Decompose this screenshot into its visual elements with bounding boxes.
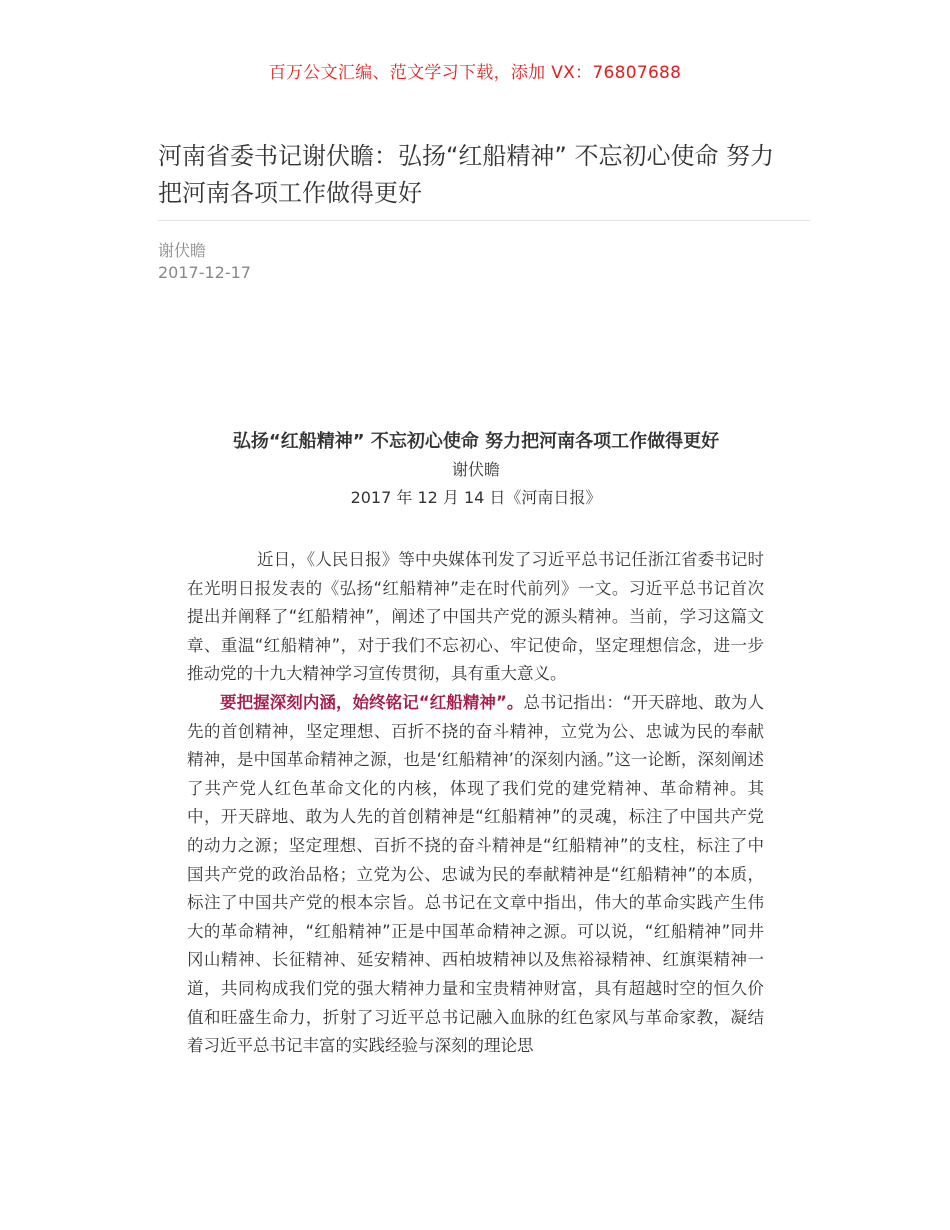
header-divider — [158, 220, 810, 221]
post-date: 2017-12-17 — [158, 263, 251, 282]
page-title: 河南省委书记谢伏瞻：弘扬“红船精神” 不忘初心使命 努力把河南各项工作做得更好 — [158, 142, 775, 207]
article-header — [187, 428, 765, 512]
article-body — [187, 546, 764, 1061]
section-lead: 要把握深刻内涵，始终铭记“红船精神”。 — [220, 692, 524, 712]
article-source: 2017 年 12 月 14 日《河南日报》 — [350, 488, 602, 507]
paragraph-section-1 — [187, 689, 764, 1061]
paragraph-intro: 近日，《人民日报》等中央媒体刊发了习近平总书记任浙江省委书记时在光明日报发表的《弘扬“红船精神”走在时代前列》一文。习近平总书记首次提出并阐释了“红船精神”，阐述了中国共产党的源头精神。当前，学习这篇文章、重温“红船精神”，对于我们不忘初心、牢记使命，坚定理想信念，进一步推动党的十九大精神学习宣传贯彻，具有重大意义。 — [187, 550, 764, 684]
post-author: 谢伏瞻 — [158, 241, 207, 260]
promo-banner: 百万公文汇编、范文学习下载，添加 VX：76807688 — [268, 63, 682, 83]
article-author: 谢伏瞻 — [451, 460, 500, 479]
section-body: 总书记指出：“开天辟地、敢为人先的首创精神，坚定理想、百折不挠的奋斗精神，立党为公、忠诚为民的奉献精神，是中国革命精神之源，也是‘红船精神’的深刻内涵。”这一论断，深刻阐述了共产党人红色革命文化的内核，体现了我们党的建党精神、革命精神。其中，开天辟地、敢为人先的首创精神是“红船精神”的灵魂，标注了中国共产党的动力之源；坚定理想、百折不挠的奋斗精神是“红船精神”的支柱，标注了中国共产党的政治品格；立党为公、忠诚为民的奉献精神是“红船精神”的本质，标注了中国共产党的根本宗旨。总书记在文章中指出，伟大的革命实践产生伟大的革命精神，“红船精神”正是中国革命精神之源。可以说，“红船精神”同井冈山精神、长征精神、延安精神、西柏坡精神以及焦裕禄精神、红旗渠精神一道，共同构成我们党的强大精神力量和宝贵精神财富，具有超越时空的恒久价值和旺盛生命力，折射了习近平总书记融入血脉的红色家风与革命家教，凝结着习近平总书记丰富的实践经验与深刻的理论思 — [187, 692, 764, 1056]
article-title: 弘扬“红船精神” 不忘初心使命 努力把河南各项工作做得更好 — [232, 431, 720, 452]
post-meta — [158, 240, 251, 284]
